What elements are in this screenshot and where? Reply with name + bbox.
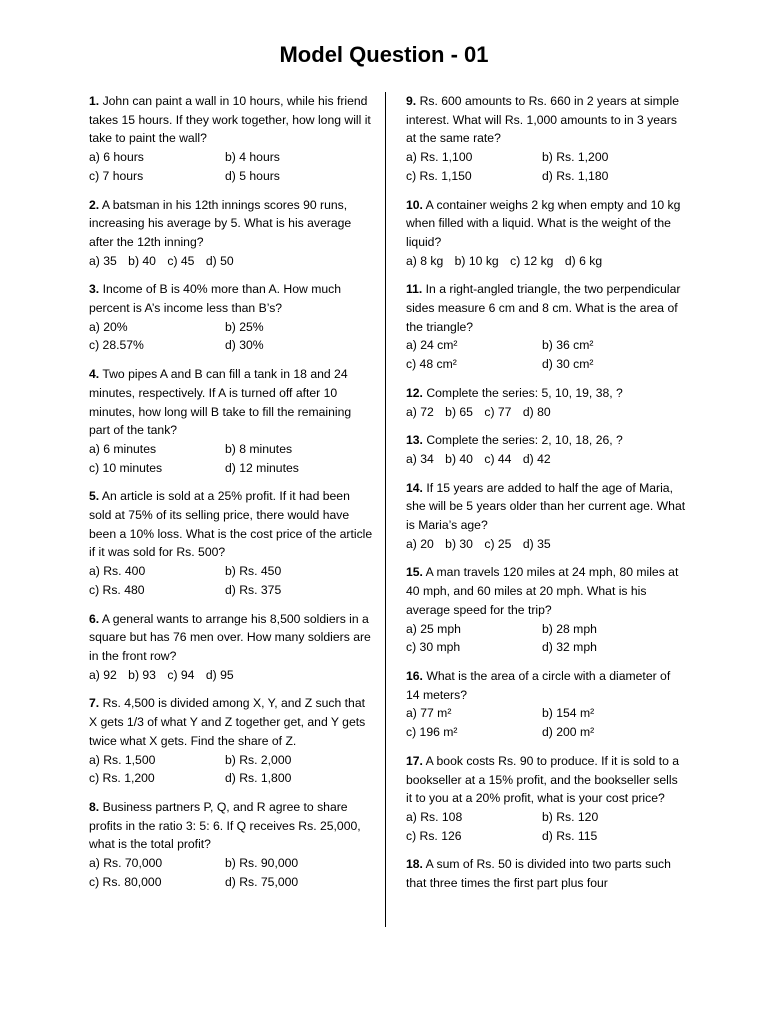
option-b: b) 154 m² [542, 706, 595, 721]
question-body: Rs. 600 amounts to Rs. 660 in 2 years at simple interest. What will Rs. 1,000 amounts to in 3 years at the same rate? [406, 94, 680, 146]
question-number: 1. [89, 94, 100, 108]
question-body: An article is sold at a 25% profit. If it had been sold at 75% of its selling price, there would have been a 10% loss. What is the cost price of the article if it was sold for Rs. 500? [89, 489, 373, 560]
question-number: 3. [89, 282, 100, 297]
question-text [406, 280, 686, 336]
option-c: c) 10 minutes [89, 460, 163, 475]
right-column [406, 92, 686, 903]
question-text [89, 92, 374, 148]
options [89, 440, 374, 477]
option-a: a) 24 cm² [406, 338, 458, 353]
option-d: d) 200 m² [542, 725, 595, 740]
question-text [89, 694, 374, 750]
option-d: d) Rs. 375 [225, 582, 282, 597]
option-d: d) 12 minutes [225, 460, 299, 475]
option-a: a) Rs. 1,500 [89, 752, 156, 767]
option-c: c) 12 kg [510, 253, 554, 268]
question-text [406, 479, 686, 535]
question-body: A general wants to arrange his 8,500 soldiers in a square but has 76 men over. How many soldiers are in the front row? [89, 611, 371, 663]
question-body: Two pipes A and B can fill a tank in 18 and 24 minutes, respectively. If A is turned off after 10 minutes, how long will B take to fill the remaining part of the tank? [89, 367, 352, 438]
option-c: c) 28.57% [89, 338, 144, 353]
question-10 [406, 196, 686, 271]
option-a: a) Rs. 1,100 [406, 150, 473, 165]
question-16 [406, 667, 686, 742]
option-b: b) Rs. 1,200 [542, 150, 609, 165]
option-c: c) Rs. 480 [89, 582, 145, 597]
question-text [89, 365, 374, 440]
question-body: Complete the series: 2, 10, 18, 26, ? [426, 433, 623, 448]
question-text [89, 487, 374, 562]
question-number: 5. [89, 489, 100, 504]
question-11 [406, 280, 686, 374]
option-a: a) 34 [406, 451, 434, 466]
question-text [89, 280, 374, 317]
options [406, 148, 686, 185]
question-body: Income of B is 40% more than A. How much percent is A’s income less than B’s? [89, 282, 342, 316]
question-number: 9. [406, 94, 417, 108]
option-d: d) Rs. 1,800 [225, 771, 292, 786]
option-b: b) 36 cm² [542, 338, 594, 353]
question-text [406, 752, 686, 808]
question-7 [89, 694, 374, 788]
option-b: b) Rs. 120 [542, 809, 599, 824]
page-title: Model Question - 01 [279, 42, 489, 67]
options [406, 620, 686, 657]
question-text [89, 196, 374, 252]
options [89, 854, 374, 891]
option-a: a) 35 [89, 253, 117, 268]
option-d: d) Rs. 75,000 [225, 874, 299, 889]
option-a: a) 6 minutes [89, 441, 157, 456]
option-b: b) 65 [445, 404, 473, 419]
option-c: c) 94 [167, 667, 195, 682]
question-number: 2. [89, 197, 100, 212]
option-c: c) 48 cm² [406, 357, 457, 372]
question-5 [89, 487, 374, 599]
question-number: 6. [89, 611, 100, 626]
question-text [406, 855, 686, 892]
options [406, 252, 686, 271]
option-a: a) 20 [406, 536, 434, 551]
option-b: b) Rs. 450 [225, 564, 282, 579]
options [89, 562, 374, 599]
question-number: 10. [406, 197, 423, 212]
option-b: b) Rs. 90,000 [225, 856, 299, 871]
question-number: 11. [406, 282, 423, 297]
question-number: 14. [406, 480, 423, 495]
question-text [406, 196, 686, 252]
question-8 [89, 798, 374, 892]
option-d: d) 6 kg [564, 253, 603, 268]
option-b: b) 30 [445, 536, 473, 551]
option-a: a) Rs. 400 [89, 564, 146, 579]
options [406, 704, 686, 741]
option-a: a) 92 [89, 667, 117, 682]
question-15 [406, 563, 686, 657]
question-number: 7. [89, 696, 100, 711]
option-d: d) 30 cm² [542, 357, 594, 372]
question-number: 8. [89, 799, 100, 814]
option-b: b) 93 [128, 667, 156, 682]
option-a: a) Rs. 108 [406, 809, 463, 824]
option-b: b) 40 [445, 451, 473, 466]
question-text [89, 798, 374, 854]
question-4 [89, 365, 374, 477]
question-body: A batsman in his 12th innings scores 90 runs, increasing his average by 5. What is his average after the 12th inning? [89, 197, 352, 249]
option-d: d) 42 [522, 451, 551, 466]
option-c: c) 44 [484, 451, 512, 466]
option-c: c) 25 [484, 536, 512, 551]
option-c: c) 77 [484, 404, 512, 419]
options [89, 148, 374, 185]
question-body: Business partners P, Q, and R agree to share profits in the ratio 3: 5: 6. If Q receives Rs. 25,000, what is the total profit? [89, 799, 361, 852]
option-a: a) 72 [406, 404, 434, 419]
option-c: c) 196 m² [406, 725, 458, 740]
question-1 [89, 92, 374, 186]
options [406, 450, 686, 469]
question-number: 13. [406, 433, 423, 448]
option-d: d) 5 hours [225, 168, 280, 183]
question-body: What is the area of a circle with a diameter of 14 meters? [406, 668, 671, 702]
question-number: 4. [89, 367, 100, 382]
left-column [89, 92, 374, 901]
option-c: c) Rs. 1,200 [89, 771, 155, 786]
option-d: d) 80 [522, 404, 551, 419]
question-text [89, 610, 374, 666]
option-b: b) Rs. 2,000 [225, 752, 292, 767]
options [406, 403, 686, 422]
option-c: c) Rs. 126 [406, 828, 462, 843]
question-6 [89, 610, 374, 685]
options [406, 535, 686, 554]
options [406, 336, 686, 373]
option-b: b) 10 kg [454, 253, 499, 268]
options [89, 666, 374, 685]
question-body: A sum of Rs. 50 is divided into two parts such that three times the first part plus four [406, 857, 671, 891]
option-a: a) Rs. 70,000 [89, 856, 163, 871]
option-b: b) 28 mph [542, 621, 597, 636]
option-b: b) 40 [128, 253, 156, 268]
question-body: A book costs Rs. 90 to produce. If it is sold to a bookseller at a 15% profit, and the bookseller sells it to you at a 20% profit, what is your cost price? [406, 753, 680, 806]
question-2 [89, 196, 374, 271]
option-d: d) 32 mph [542, 640, 597, 655]
question-body: Complete the series: 5, 10, 19, 38, ? [426, 385, 623, 400]
question-text [406, 667, 686, 704]
question-number: 17. [406, 753, 423, 768]
option-d: d) 30% [225, 338, 264, 353]
option-b: b) 25% [225, 319, 264, 334]
option-c: c) Rs. 1,150 [406, 168, 472, 183]
options [89, 751, 374, 788]
question-number: 15. [406, 565, 423, 580]
question-body: A container weighs 2 kg when empty and 10 kg when filled with a liquid. What is the weight of the liquid? [406, 197, 681, 249]
question-number: 16. [406, 668, 423, 683]
option-c: c) 7 hours [89, 168, 144, 183]
option-d: d) 35 [522, 536, 551, 551]
option-b: b) 4 hours [225, 150, 280, 165]
question-text [406, 384, 686, 403]
question-number: 18. [406, 857, 423, 872]
question-body: A man travels 120 miles at 24 mph, 80 miles at 40 mph, and 60 miles at 20 mph. What is his average speed for the trip? [406, 565, 679, 617]
question-18 [406, 855, 686, 892]
options [406, 808, 686, 845]
option-c: c) 45 [167, 253, 195, 268]
options [89, 318, 374, 355]
option-d: d) 95 [205, 667, 234, 682]
question-body: Rs. 4,500 is divided among X, Y, and Z such that X gets 1/3 of what Y and Z together get, and Y gets twice what X gets. Find the share of Z. [89, 696, 366, 748]
question-13 [406, 431, 686, 468]
option-d: d) 50 [205, 253, 234, 268]
question-text [406, 431, 686, 450]
option-c: c) 30 mph [406, 640, 461, 655]
question-body: If 15 years are added to half the age of Maria, she will be 5 years older than her current age. What is Maria’s age? [406, 480, 686, 533]
question-12 [406, 384, 686, 421]
option-a: a) 25 mph [406, 621, 461, 636]
option-a: a) 6 hours [89, 150, 144, 165]
question-body: In a right-angled triangle, the two perpendicular sides measure 6 cm and 8 cm. What is the area of the triangle? [406, 282, 681, 334]
option-a: a) 77 m² [406, 706, 452, 721]
question-number: 12. [406, 385, 423, 400]
option-b: b) 8 minutes [225, 441, 293, 456]
question-text [406, 563, 686, 619]
option-d: d) Rs. 115 [542, 828, 598, 843]
options [89, 252, 374, 271]
question-9 [406, 92, 686, 186]
option-c: c) Rs. 80,000 [89, 874, 162, 889]
question-17 [406, 752, 686, 846]
option-a: a) 8 kg [406, 253, 444, 268]
question-text [406, 92, 686, 148]
option-d: d) Rs. 1,180 [542, 168, 609, 183]
option-a: a) 20% [89, 319, 128, 334]
column-divider [385, 92, 386, 927]
question-14 [406, 479, 686, 554]
question-body: John can paint a wall in 10 hours, while his friend takes 15 hours. If they work together, how long will it take to paint the wall? [89, 94, 371, 146]
question-3 [89, 280, 374, 355]
